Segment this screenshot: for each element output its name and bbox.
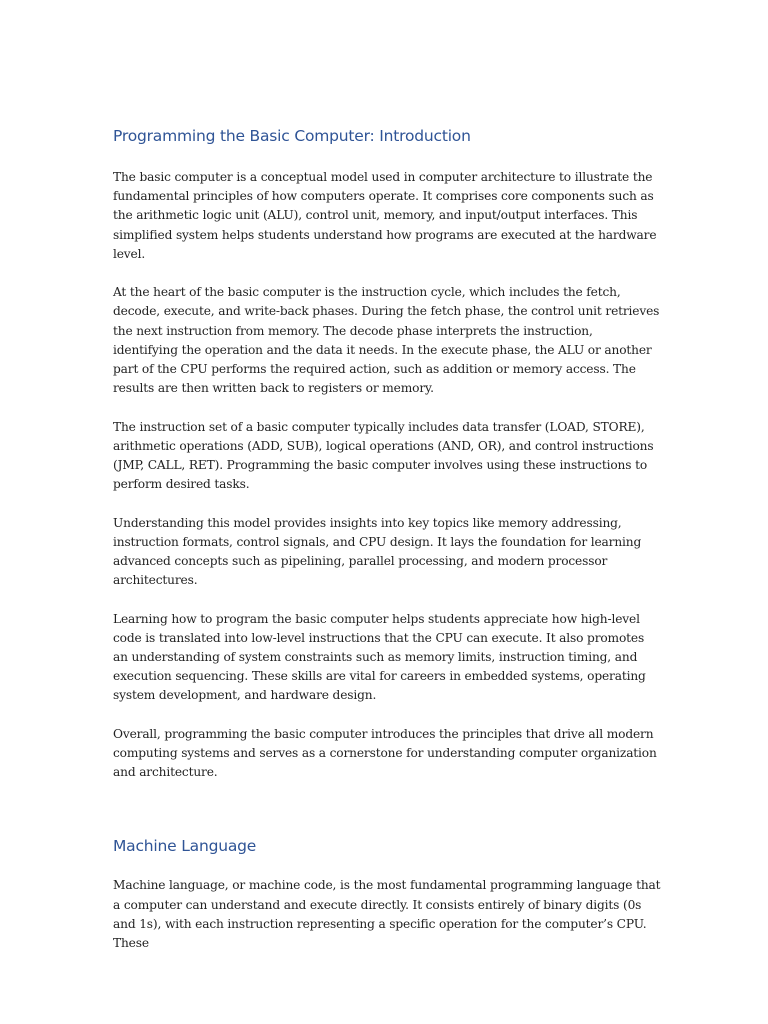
- paragraph: At the heart of the basic computer is the instruction cycle, which includes the fetch, decode, execute, and write-back phases. During the fetch phase, the control unit retrieves the next instruction from memory. The decode phase interprets the instruction, identifying the operation and the data it needs. In the execute phase, the ALU or another part of the CPU performs the required action, such as addition or memory access. The results are then written back to registers or memory.: [113, 285, 660, 396]
- paragraph: The instruction set of a basic computer typically includes data transfer (LOAD, STORE), arithmetic operations (ADD, SUB), logical operations (AND, OR), and control instructions (JMP, CALL, RET). Programming the basic computer involves using these instructions to perform desired tasks.: [113, 419, 654, 492]
- paragraph: Machine language, or machine code, is the most fundamental programming language that a computer can understand and execute directly. It consists entirely of binary digits (0s and 1s), with each instruction representing a specific operation for the computer’s CPU. These: [113, 878, 661, 951]
- paragraph: The basic computer is a conceptual model used in computer architecture to illustrate the fundamental principles of how computers operate. It comprises core components such as the arithmetic logic unit (ALU), control unit, memory, and input/output interfaces. This simplified system helps students understand how programs are executed at the hardware level.: [113, 170, 657, 261]
- document-body: [113, 124, 661, 972]
- section-heading-introduction: Programming the Basic Computer: Introduction: [113, 127, 471, 145]
- paragraph: Understanding this model provides insights into key topics like memory addressing, instruction formats, control signals, and CPU design. It lays the foundation for learning advanced concepts such as pipelining, parallel processing, and modern processor architectures.: [113, 515, 642, 588]
- section-heading-machine-language: Machine Language: [113, 837, 257, 856]
- paragraph: Overall, programming the basic computer introduces the principles that drive all modern computing systems and serves as a cornerstone for understanding computer organization and architecture.: [113, 726, 657, 780]
- paragraph: Learning how to program the basic computer helps students appreciate how high-level code is translated into low-level instructions that the CPU can execute. It also promotes an understanding of system constraints such as memory limits, instruction timing, and execution sequencing. These skills are vital for careers in embedded systems, operating system development, and hardware design.: [113, 611, 646, 703]
